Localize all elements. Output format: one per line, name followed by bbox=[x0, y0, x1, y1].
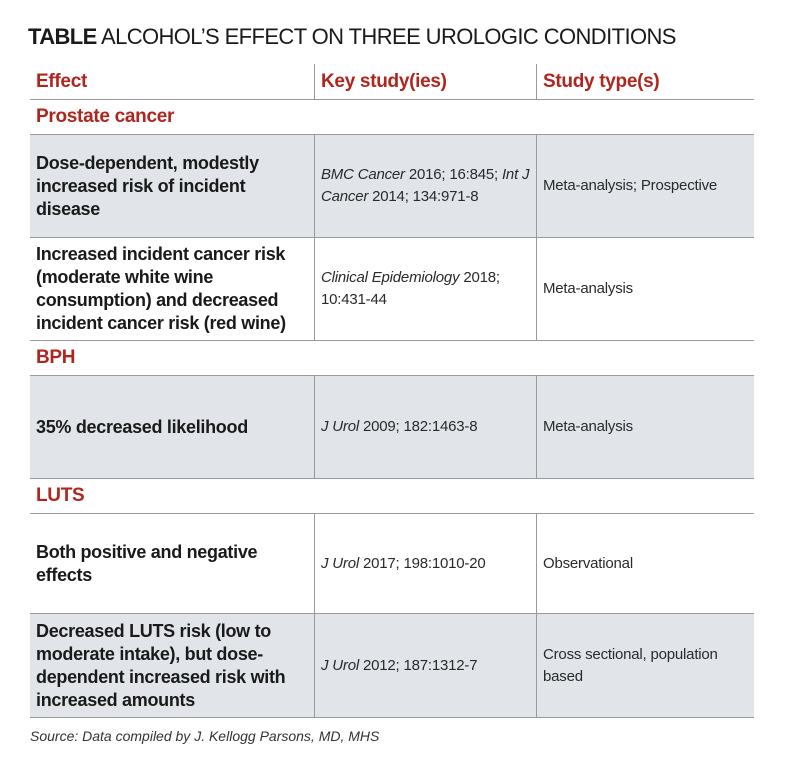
table-row bbox=[30, 376, 754, 479]
effect-cell: Both positive and negative effects bbox=[36, 541, 258, 585]
effect-cell: Decreased LUTS risk (low to moderate intake), but dose-dependent increased risk with increased amounts bbox=[36, 620, 286, 710]
study-citation: 2017; 198:1010-20 bbox=[358, 554, 486, 572]
study-citation: 2014; 134:971-8 bbox=[368, 188, 479, 205]
study-cell bbox=[314, 514, 536, 613]
table-row bbox=[30, 514, 754, 614]
section-row bbox=[30, 341, 754, 376]
data-table bbox=[30, 64, 754, 718]
study-cell bbox=[314, 238, 536, 340]
study-cell bbox=[314, 376, 536, 478]
section-label-luts: LUTS bbox=[36, 485, 85, 506]
header-study-types: Study type(s) bbox=[536, 64, 754, 99]
study-journal: J Urol bbox=[321, 418, 359, 435]
study-cell bbox=[314, 135, 536, 237]
table-row bbox=[30, 614, 754, 718]
study-citation: 2009; 182:1463-8 bbox=[358, 418, 478, 435]
effect-cell: Dose-dependent, modestly increased risk of incident disease bbox=[36, 152, 259, 219]
source-note: Source: Data compiled by J. Kellogg Parsons, MD, MHS bbox=[30, 728, 380, 744]
table-row bbox=[30, 135, 754, 238]
section-row bbox=[30, 479, 754, 514]
table-title-lead: TABLE bbox=[28, 24, 97, 49]
study-journal: J Urol bbox=[321, 656, 359, 674]
study-citation: 2012; 187:1312-7 bbox=[358, 656, 478, 674]
study-citation: 2016; 16:845; bbox=[404, 166, 498, 183]
section-row bbox=[30, 100, 754, 135]
study-cell bbox=[314, 614, 536, 717]
study-citation: 2018; 10:431-44 bbox=[321, 269, 500, 308]
section-label-prostate-cancer: Prostate cancer bbox=[36, 106, 175, 127]
study-type-cell: Cross sectional, population based bbox=[536, 614, 754, 717]
table-title bbox=[28, 20, 768, 54]
section-label-bph: BPH bbox=[36, 347, 76, 368]
header-row bbox=[30, 64, 754, 100]
study-journal: J Urol bbox=[321, 554, 359, 572]
header-key-studies: Key study(ies) bbox=[314, 64, 536, 99]
effect-cell: 35% decreased likelihood bbox=[36, 416, 248, 437]
effect-cell: Increased incident cancer risk (moderate white wine consumption) and decreased incident cancer risk (red wine) bbox=[36, 244, 286, 333]
study-type-cell: Meta-analysis bbox=[536, 376, 754, 478]
study-type-cell: Meta-analysis; Prospective bbox=[536, 135, 754, 237]
study-type-cell: Meta-analysis bbox=[536, 238, 754, 340]
study-journal: BMC Cancer bbox=[321, 166, 405, 183]
study-type-cell: Observational bbox=[536, 514, 754, 613]
table-title-text: ALCOHOL’S EFFECT ON THREE UROLOGIC CONDITIONS bbox=[96, 24, 676, 49]
study-journal: Clinical Epidemiology bbox=[321, 269, 460, 286]
table-row bbox=[30, 238, 754, 341]
study-journal: Int J Cancer bbox=[321, 166, 530, 205]
header-effect: Effect bbox=[36, 70, 87, 92]
